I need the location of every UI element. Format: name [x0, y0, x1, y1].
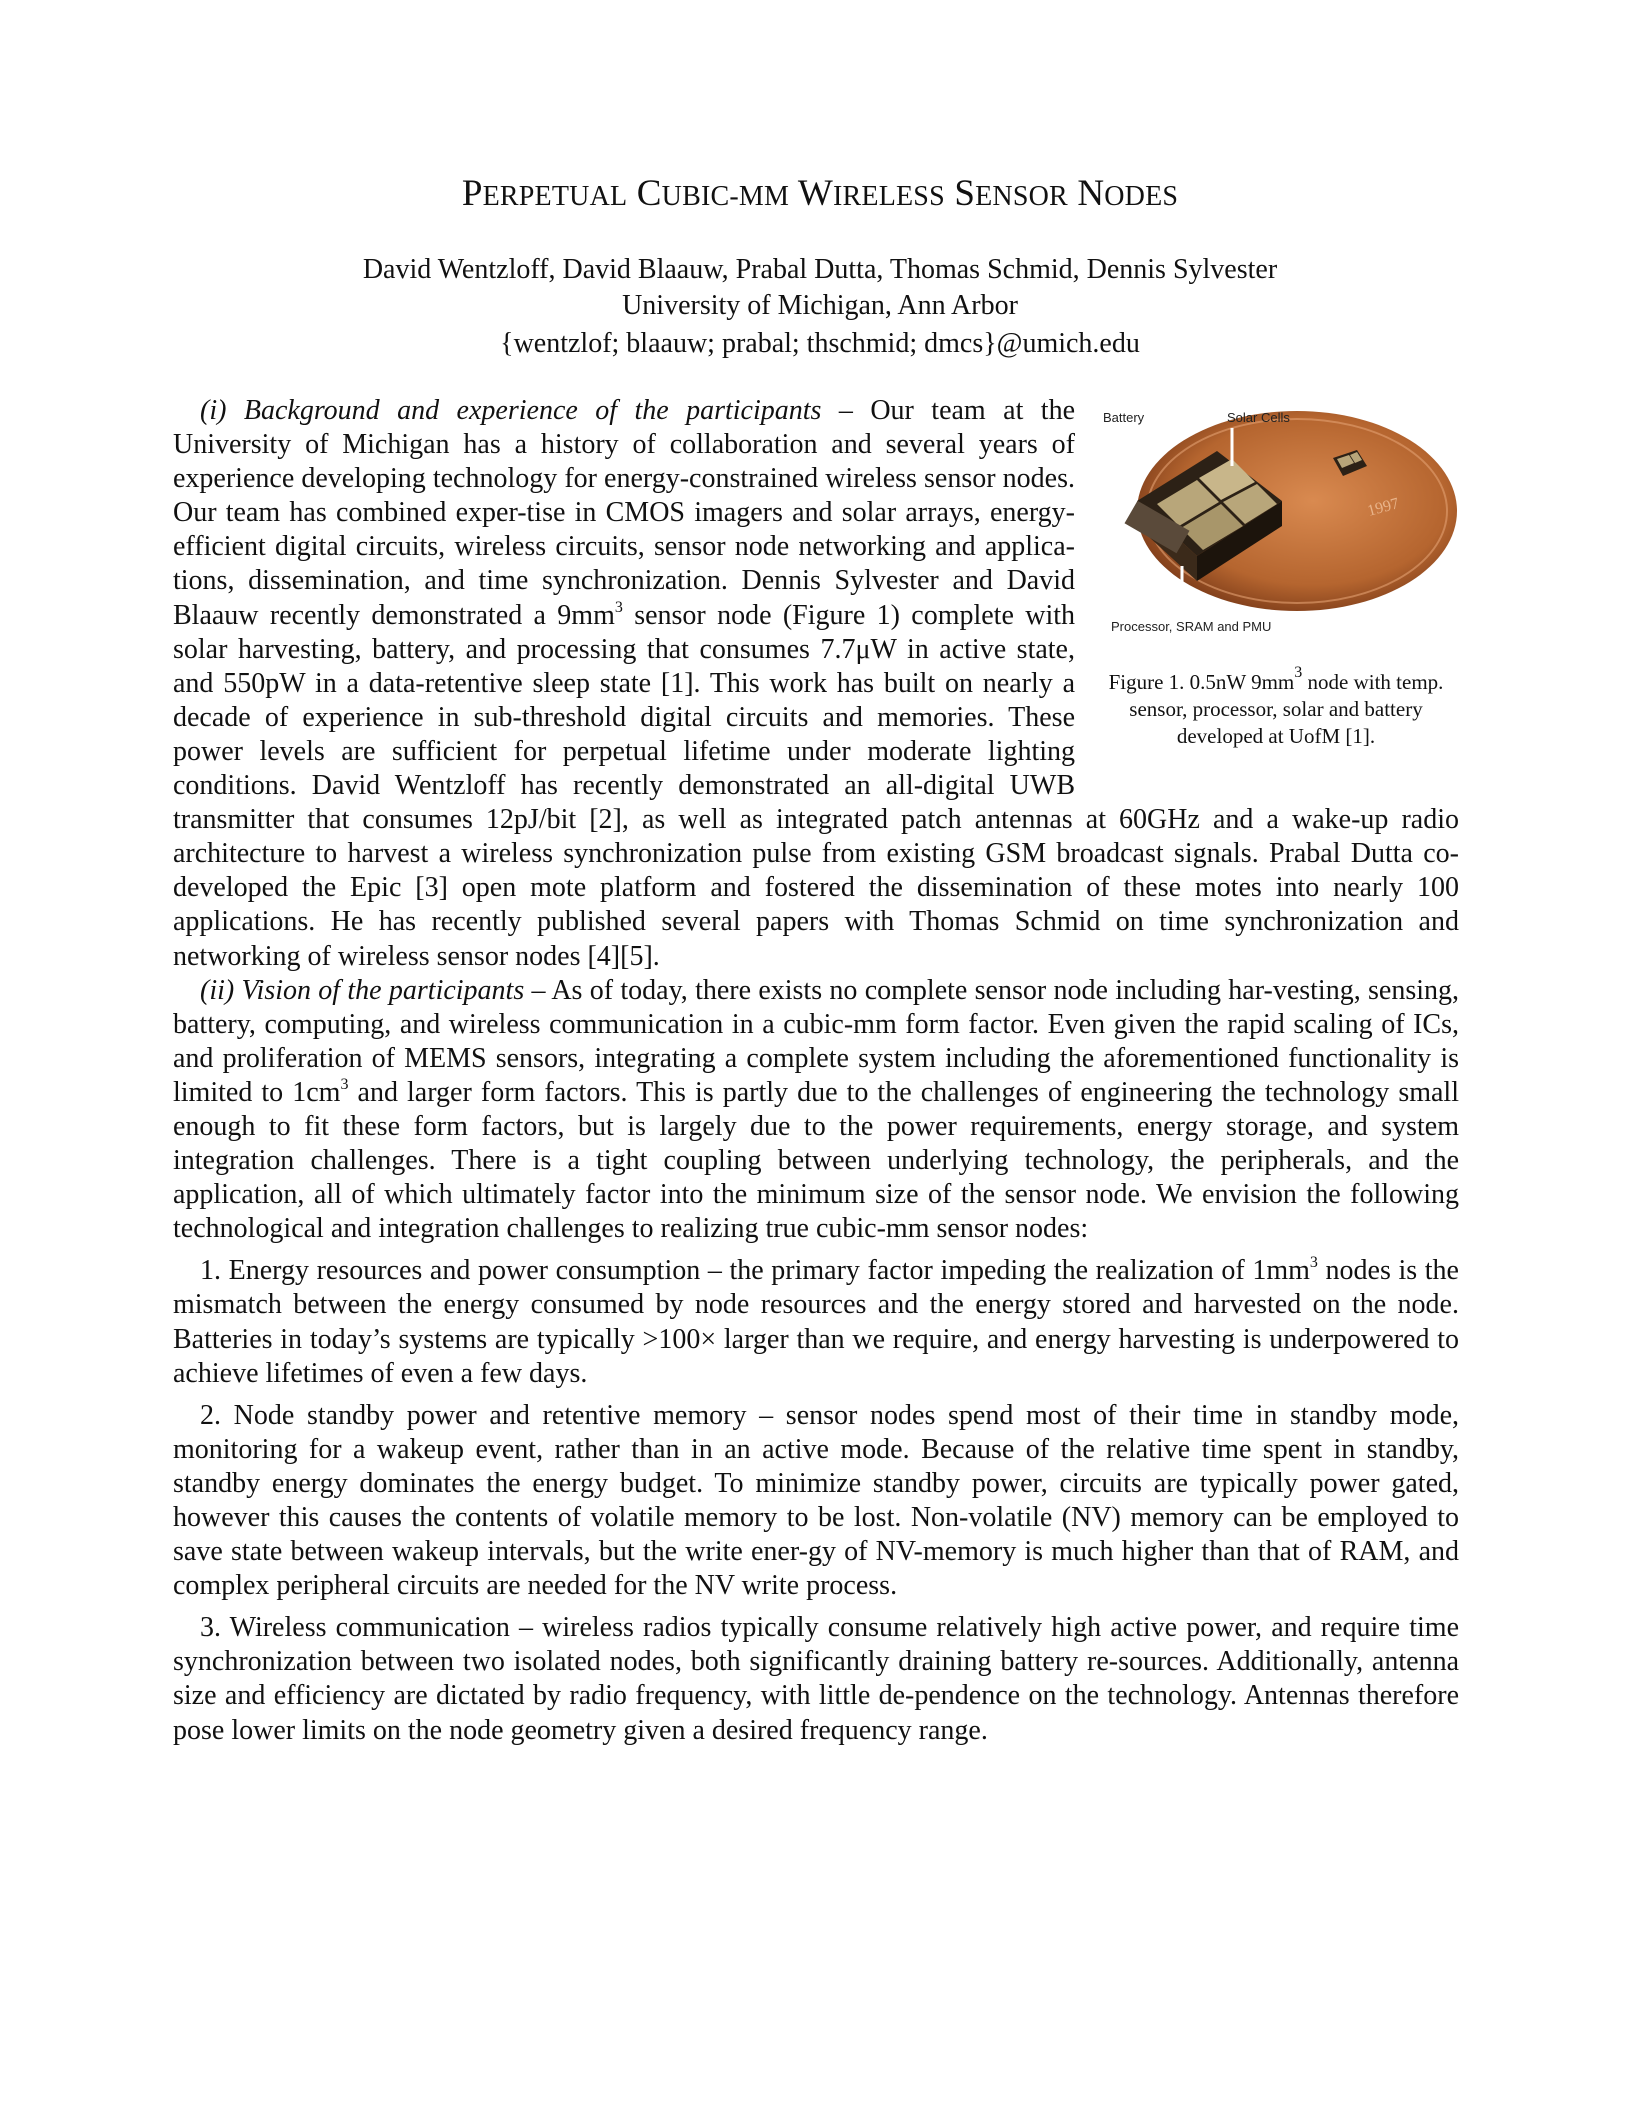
section-background: (i) Background and experience of the participants – Our team at the University of Michigan has a history of collaboration and several years of experience developing technology for energy-constrained wireless sensor nodes. Our team has combined exper-tise in CMOS imagers and solar arrays, energy-efficient digital circuits, wireless circuits, sensor node networking and applica-tions, dissemination, and time synchronization. Dennis Sylvester and David Blaauw recently demonstrated a $9mm^3$ sensor node (Figure 1) complete with solar harvesting, battery, and processing that consumes 7.7μW in active state, and 550pW in a data-retentive sleep state [1]. This work has built on nearly a decade of experience in sub-threshold digital circuits and memories. These power levels are sufficient for perpetual lifetime under moderate lighting conditions. David Wentzloff has recently demonstrated an all-digital UWB transmitter that consumes 12pJ/bit [2], as well as integrated patch antennas at 60GHz and a wake-up radio architecture to harvest a wireless synchronization pulse from existing GSM broadcast signals. Prabal Dutta co-developed the Epic [3] open mote platform and fostered the dissemination of these motes into nearly 100 applications. He has recently published several papers with Thomas Schmid on time synchronization and networking of wireless sensor nodes [4][5].: [173, 395, 1459, 972]
section-vision: (ii) Vision of the participants – As of today, there exists no complete sensor node including har-vesting, sensing, battery, computing, and wireless communication in a cubic-mm form factor. Even given the rapid scaling of ICs, and proliferation of MEMS sensors, integrating a complete system including the aforementioned functionality is limited to $1cm^3$ and larger form factors. This is partly due to the challenges of engineering the technology small enough to fit these form factors, but is largely due to the power requirements, energy storage, and system integration challenges. There is a tight coupling between underlying technology, the peripherals, and the application, all of which ultimately factor into the minimum size of the sensor node. We envision the following technological and integration challenges to realizing true cubic-mm sensor nodes:: [173, 974, 1460, 1245]
title-word: NODES: [1077, 173, 1179, 214]
paper-title: [0, 172, 1640, 215]
title-word: PERPETUAL: [461, 173, 628, 214]
figure-caption: Figure 1. 0.5nW $9mm^3$ node with temp. sensor, processor, solar and battery developed at UofM [1].: [1108, 664, 1444, 748]
title-word: SENSOR: [954, 173, 1068, 214]
title-word: CUBIC-MM: [636, 173, 790, 214]
label-processor: Processor, SRAM and PMU: [1111, 619, 1272, 634]
section-heading: (ii) Vision of the participants: [200, 974, 525, 1006]
list-item: 1. Energy resources and power consumption – the primary factor impeding the realization of $1mm^3$ nodes is the mismatch between the energy consumed by node resources and the energy stored and harvested on the node. Batteries in today’s systems are typically >100× larger than we require, and energy harvesting is underpowered to achieve lifetimes of even a few days.: [173, 1254, 1459, 1389]
list-item: 3. Wireless communication – wireless radios typically consume relatively high active power, and require time synchronization between two isolated nodes, both significantly draining battery re-sources. Additionally, antenna size and efficiency are dictated by radio frequency, with little de-pendence on the technology. Antennas therefore pose lower limits on the node geometry given a desired frequency range.: [173, 1612, 1459, 1746]
sensor-node-photo: [1097, 406, 1459, 646]
title-word: WIRELESS: [797, 173, 945, 214]
label-solar-cells: Solar Cells: [1227, 410, 1290, 425]
author-list: David Wentzloff, David Blaauw, Prabal Dutta, Thomas Schmid, Dennis Sylvester: [362, 254, 1278, 285]
figure-1: [1093, 394, 1459, 779]
coin-year: 1997: [1365, 495, 1401, 520]
affiliation: University of Michigan, Ann Arbor: [622, 290, 1018, 321]
list-item: 2. Node standby power and retentive memory – sensor nodes spend most of their time in standby mode, monitoring for a wakeup event, rather than in an active mode. Because of the relative time spent in standby, standby energy dominates the energy budget. To minimize standby power, circuits are typically power gated, however this causes the contents of volatile memory to be lost. Non-volatile (NV) memory can be employed to save state between wakeup intervals, but the write ener-gy of NV-memory is much higher than that of RAM, and complex peripheral circuits are needed for the NV write process.: [173, 1399, 1459, 1602]
author-emails: {wentzlof; blaauw; prabal; thschmid; dmcs}@umich.edu: [500, 328, 1140, 359]
section-heading: (i) Background and experience of the participants: [200, 395, 822, 426]
body-text: [173, 394, 1459, 1748]
label-battery: Battery: [1103, 410, 1145, 425]
